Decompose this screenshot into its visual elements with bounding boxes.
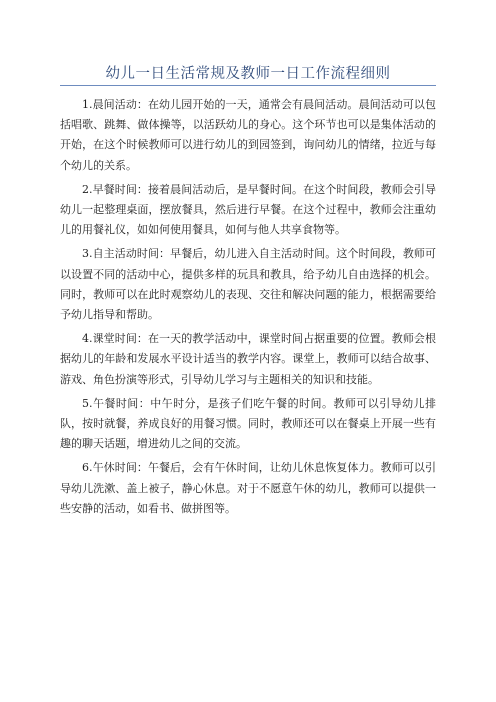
- title-divider: [60, 85, 436, 86]
- paragraph-class-time: 4.课堂时间：在一天的教学活动中，课堂时间占据重要的位置。教师会根据幼儿的年龄和发展水平设计适当的教学内容。课堂上，教师可以结合故事、游戏、角色扮演等形式，引导幼儿学习与主题相关的知识和技能。: [60, 332, 436, 386]
- paragraph-breakfast: 2.早餐时间：接着晨间活动后，是早餐时间。在这个时间段，教师会引导幼儿一起整理桌面，摆放餐具，然后进行早餐。在这个过程中，教师会注重幼儿的用餐礼仪，如如何使用餐具，如何与他人共享食物等。: [60, 182, 436, 237]
- paragraph-free-play: 3.自主活动时间：早餐后，幼儿进入自主活动时间。这个时间段，教师可以设置不同的活动中心，提供多样的玩具和教具，给予幼儿自由选择的机会。同时，教师可以在此时观察幼儿的表现、交往和解决问题的能力，根据需要给予幼儿指导和帮助。: [60, 247, 436, 322]
- document-title: 幼儿一日生活常规及教师一日工作流程细则: [105, 66, 391, 82]
- paragraph-lunch: 5.午餐时间：中午时分，是孩子们吃午餐的时间。教师可以引导幼儿排队，按时就餐，养成良好的用餐习惯。同时，教师还可以在餐桌上开展一些有趣的聊天话题，增进幼儿之间的交流。: [60, 396, 436, 451]
- document-body: [60, 95, 436, 523]
- paragraph-nap: 6.午休时间：午餐后，会有午休时间，让幼儿休息恢复体力。教师可以引导幼儿洗漱、盖上被子，静心休息。对于不愿意午休的幼儿，教师可以提供一些安静的活动，如看书、做拼图等。: [60, 461, 436, 515]
- paragraph-morning-activity: 1.晨间活动：在幼儿园开始的一天，通常会有晨间活动。晨间活动可以包括唱歌、跳舞、做体操等，以活跃幼儿的身心。这个环节也可以是集体活动的开始，在这个时候教师可以进行幼儿的到园签到，询问幼儿的情绪，拉近与每个幼儿的关系。: [60, 98, 436, 172]
